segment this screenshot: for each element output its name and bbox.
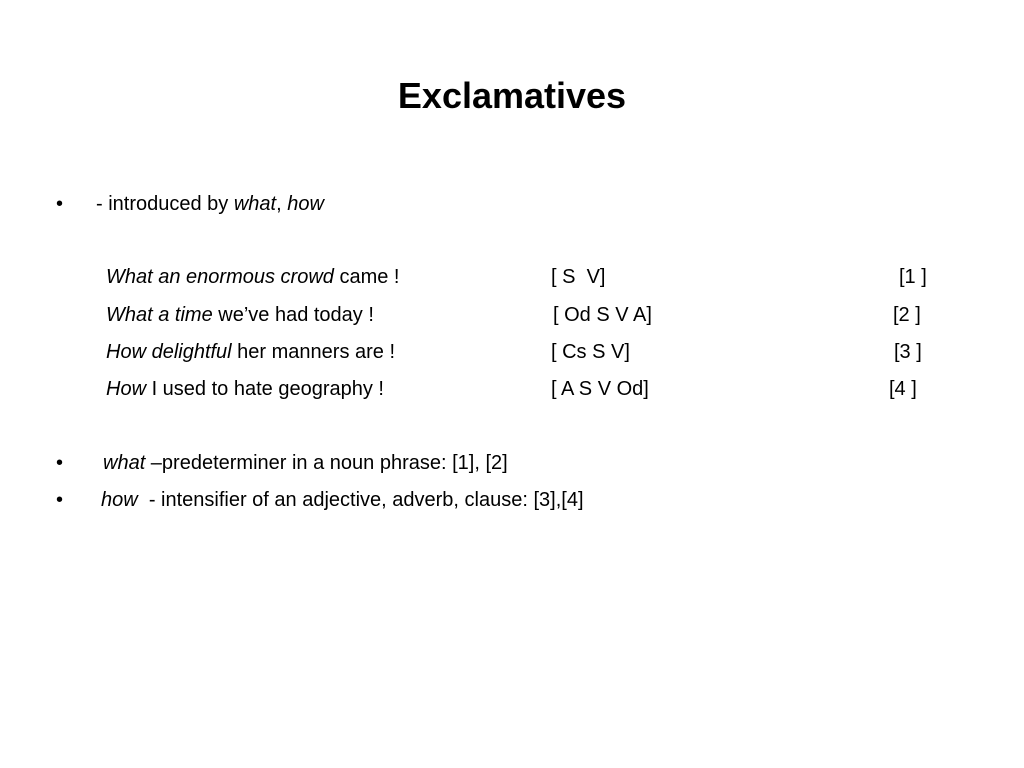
intro-prefix: - introduced by <box>96 193 234 215</box>
example-rest: we’ve had today ! <box>212 304 374 326</box>
example-sentence-3 <box>106 340 395 364</box>
example-structure-4: [ A S V Od] <box>551 378 649 400</box>
example-sentence-1 <box>106 265 399 289</box>
bullet-icon: • <box>56 452 64 474</box>
intro-line <box>96 192 324 216</box>
note-what <box>103 451 508 475</box>
example-italic: What a time <box>106 304 213 326</box>
example-rest: her manners are ! <box>231 341 396 363</box>
intro-word-what: what <box>233 193 277 215</box>
example-sentence-2 <box>106 303 374 327</box>
example-italic: What an enormous crowd <box>106 266 334 288</box>
example-number-3: [3 ] <box>894 341 922 363</box>
slide-title: Exclamatives <box>397 75 627 116</box>
example-structure-1: [ S V] <box>551 266 606 288</box>
example-rest: I used to hate geography ! <box>146 378 384 400</box>
note-term: how <box>101 489 138 511</box>
note-text: - intensifier of an adjective, adverb, clause: [3],[4] <box>137 489 584 511</box>
example-italic: How delightful <box>106 341 232 363</box>
bullet-icon: • <box>56 193 64 215</box>
note-term: what <box>103 452 146 474</box>
example-number-1: [1 ] <box>899 266 927 288</box>
example-italic: How <box>106 378 147 400</box>
intro-separator: , <box>276 193 288 215</box>
note-how <box>101 488 584 512</box>
example-rest: came ! <box>333 266 400 288</box>
example-structure-2: [ Od S V A] <box>553 304 652 326</box>
example-sentence-4 <box>106 377 384 401</box>
intro-word-how: how <box>287 193 324 215</box>
note-text: –predeterminer in a noun phrase: [1], [2] <box>145 452 508 474</box>
example-structure-3: [ Cs S V] <box>551 341 630 363</box>
example-number-4: [4 ] <box>889 378 917 400</box>
example-number-2: [2 ] <box>893 304 921 326</box>
bullet-icon: • <box>56 489 64 511</box>
